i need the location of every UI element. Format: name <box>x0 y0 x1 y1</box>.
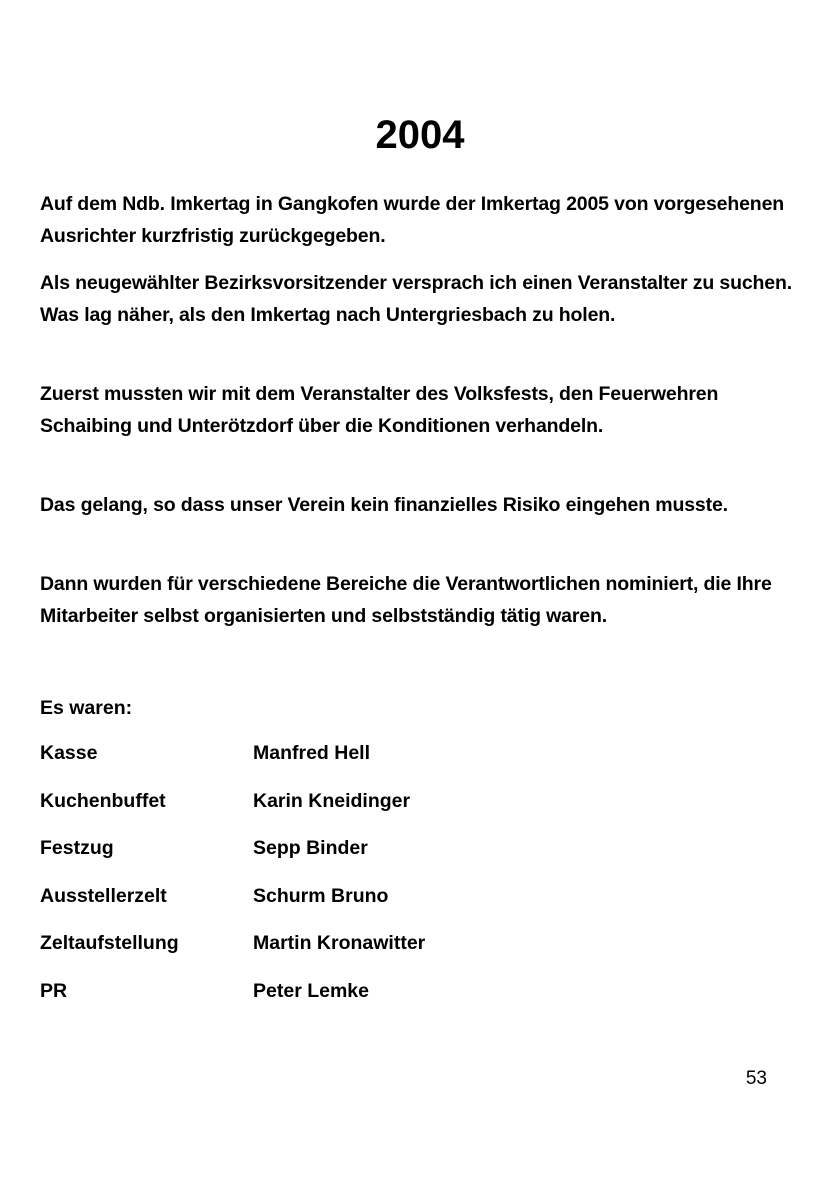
role-area: Kasse <box>40 742 98 764</box>
role-person: Martin Kronawitter <box>253 932 426 955</box>
role-row <box>40 980 740 1028</box>
role-row <box>40 742 740 790</box>
page-number: 53 <box>745 1068 767 1089</box>
roles-intro: Es waren: <box>40 697 133 719</box>
role-person: Manfred Hell <box>253 742 371 764</box>
paragraph-1: Auf dem Ndb. Imkertag in Gangkofen wurde der Imkertag 2005 von vorgesehenen Ausrichter kurzfristig zurückgegeben. <box>40 193 785 247</box>
role-area: Ausstellerzelt <box>40 884 167 907</box>
paragraph-3: Zuerst mussten wir mit dem Veranstalter des Volksfests, den Feuerwehren Schaibing und Unterötzdorf über die Konditionen verhandeln. <box>40 383 719 437</box>
role-area: Kuchenbuffet <box>40 789 166 812</box>
role-area: PR <box>40 979 68 1002</box>
role-area: Zeltaufstellung <box>40 932 179 955</box>
paragraph-4: Das gelang, so dass unser Verein kein finanzielles Risiko eingehen musste. <box>40 494 728 516</box>
role-row <box>40 790 740 838</box>
role-person: Sepp Binder <box>253 837 368 860</box>
role-row <box>40 837 740 885</box>
role-row <box>40 885 740 933</box>
role-person: Schurm Bruno <box>253 884 389 907</box>
page-title: 2004 <box>375 113 465 157</box>
role-person: Karin Kneidinger <box>253 789 411 812</box>
paragraph-5: Dann wurden für verschiedene Bereiche die Verantwortlichen nominiert, die Ihre Mitarbeiter selbst organisierten und selbstständig tätig waren. <box>40 573 772 627</box>
role-area: Festzug <box>40 837 114 860</box>
paragraph-2: Als neugewählter Bezirksvorsitzender versprach ich einen Veranstalter zu suchen. Was lag näher, als den Imkertag nach Untergriesbach zu holen. <box>40 272 793 326</box>
roles-list <box>40 742 740 1028</box>
role-person: Peter Lemke <box>253 979 369 1002</box>
role-row <box>40 932 740 980</box>
